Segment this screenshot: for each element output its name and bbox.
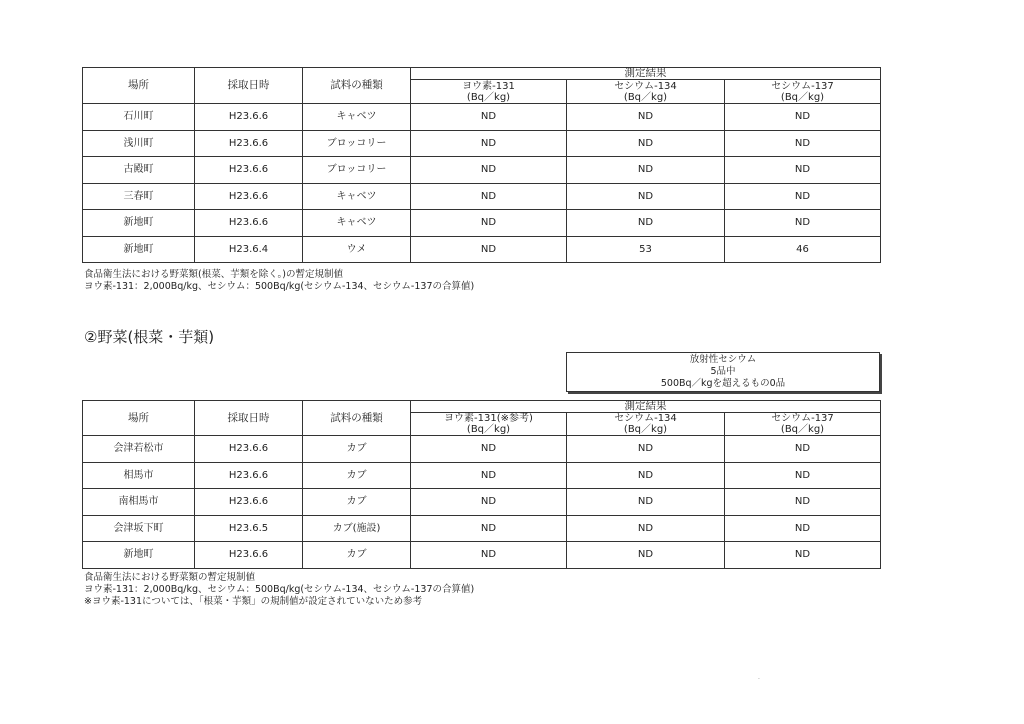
cell-date: H23.6.6 [195, 436, 303, 463]
cell-sample: キャベツ [303, 183, 411, 210]
table-row [83, 515, 881, 542]
header-unit: (Bq／kg) [623, 424, 668, 435]
cell-cesium-134: ND [567, 462, 725, 489]
header-iodine-131 [411, 413, 567, 436]
header-sample: 試料の種類 [303, 68, 411, 104]
section-title: ②野菜(根菜・芋類) [84, 328, 215, 346]
cell-cesium-134: ND [567, 130, 725, 157]
table-row [83, 236, 881, 263]
cell-location: 新地町 [83, 236, 195, 263]
cell-sample: カブ [303, 489, 411, 516]
header-sample: 試料の種類 [303, 401, 411, 436]
cell-sample: キャベツ [303, 104, 411, 131]
table1-body [83, 104, 881, 263]
cell-cesium-137: ND [725, 542, 881, 569]
cell-sample: ウメ [303, 236, 411, 263]
header-date: 採取日時 [195, 401, 303, 436]
header-cs134-label: セシウム-134 [614, 413, 677, 424]
cell-iodine-131: ND [411, 130, 567, 157]
cell-sample: キャベツ [303, 210, 411, 237]
cell-location: 新地町 [83, 542, 195, 569]
cell-cesium-134: ND [567, 489, 725, 516]
cell-iodine-131: ND [411, 210, 567, 237]
summary-line-2: 5品中 [710, 366, 736, 377]
cell-iodine-131: ND [411, 236, 567, 263]
header-cesium-134 [567, 413, 725, 436]
header-location: 場所 [83, 401, 195, 436]
header-date: 採取日時 [195, 68, 303, 104]
header-unit: (Bq／kg) [466, 91, 511, 103]
cell-location: 三春町 [83, 183, 195, 210]
cell-location: 会津若松市 [83, 436, 195, 463]
cell-cesium-134: ND [567, 542, 725, 569]
cell-location: 浅川町 [83, 130, 195, 157]
header-location: 場所 [83, 68, 195, 104]
cell-location: 会津坂下町 [83, 515, 195, 542]
table1-note-2: ヨウ素-131：2,000Bq/kg、セシウム：500Bq/kg(セシウム-134、セシウム-137の合算値) [84, 281, 475, 292]
cell-cesium-134: ND [567, 210, 725, 237]
cell-date: H23.6.6 [195, 542, 303, 569]
table-row [83, 436, 881, 463]
cell-cesium-134: ND [567, 515, 725, 542]
cell-sample: ブロッコリー [303, 130, 411, 157]
table-row [83, 104, 881, 131]
cell-iodine-131: ND [411, 436, 567, 463]
header-cs137-label: セシウム-137 [771, 80, 834, 92]
cell-location: 相馬市 [83, 462, 195, 489]
header-cesium-134 [567, 80, 725, 104]
cell-sample: カブ(施設) [303, 515, 411, 542]
cell-cesium-137: ND [725, 515, 881, 542]
cell-cesium-137: ND [725, 104, 881, 131]
header-result-group: 測定結果 [411, 401, 881, 413]
table1-note-1: 食品衛生法における野菜類(根菜、芋類を除く。)の暫定規制値 [84, 269, 343, 280]
table-row [83, 157, 881, 184]
table-row [83, 489, 881, 516]
header-result-group: 測定結果 [411, 68, 881, 80]
scan-mark: . [758, 674, 760, 681]
cell-sample: ブロッコリー [303, 157, 411, 184]
cell-cesium-134: ND [567, 436, 725, 463]
table2-note-2: ヨウ素-131：2,000Bq/kg、セシウム：500Bq/kg(セシウム-134、セシウム-137の合算値) [84, 584, 475, 595]
cell-sample: カブ [303, 542, 411, 569]
measurement-table-2 [82, 400, 881, 569]
cell-cesium-134: ND [567, 104, 725, 131]
header-unit: (Bq／kg) [466, 424, 511, 435]
cell-date: H23.6.6 [195, 489, 303, 516]
cell-cesium-137: ND [725, 210, 881, 237]
cell-cesium-134: 53 [567, 236, 725, 263]
cell-date: H23.6.4 [195, 236, 303, 263]
cell-location: 古殿町 [83, 157, 195, 184]
table2-note-1: 食品衛生法における野菜類の暫定規制値 [84, 572, 256, 583]
cell-cesium-137: ND [725, 462, 881, 489]
cell-location: 石川町 [83, 104, 195, 131]
cell-cesium-137: ND [725, 489, 881, 516]
summary-line-1: 放射性セシウム [689, 354, 757, 365]
header-unit: (Bq／kg) [623, 91, 668, 103]
header-iodine-131 [411, 80, 567, 104]
cell-iodine-131: ND [411, 104, 567, 131]
cell-cesium-137: ND [725, 183, 881, 210]
measurement-table-1 [82, 67, 881, 263]
cell-date: H23.6.6 [195, 462, 303, 489]
cell-location: 南相馬市 [83, 489, 195, 516]
cell-iodine-131: ND [411, 515, 567, 542]
cell-cesium-137: ND [725, 157, 881, 184]
cell-sample: カブ [303, 436, 411, 463]
table-row [83, 542, 881, 569]
cell-date: H23.6.6 [195, 183, 303, 210]
header-unit: (Bq／kg) [780, 91, 825, 103]
header-cs137-label: セシウム-137 [771, 413, 834, 424]
header-iodine-label: ヨウ素-131(※参考) [444, 413, 533, 424]
cell-date: H23.6.6 [195, 130, 303, 157]
table-row [83, 130, 881, 157]
cell-sample: カブ [303, 462, 411, 489]
cell-iodine-131: ND [411, 183, 567, 210]
header-iodine-label: ヨウ素-131 [462, 80, 515, 92]
cell-cesium-137: 46 [725, 236, 881, 263]
table-row [83, 183, 881, 210]
header-cesium-137 [725, 80, 881, 104]
header-cs134-label: セシウム-134 [614, 80, 677, 92]
cell-date: H23.6.6 [195, 157, 303, 184]
cell-cesium-137: ND [725, 130, 881, 157]
table2-body [83, 436, 881, 569]
cell-date: H23.6.6 [195, 104, 303, 131]
table-row [83, 462, 881, 489]
cell-iodine-131: ND [411, 157, 567, 184]
cell-cesium-137: ND [725, 436, 881, 463]
header-cesium-137 [725, 413, 881, 436]
cell-location: 新地町 [83, 210, 195, 237]
table2-note-3: ※ヨウ素-131については、「根菜・芋類」の規制値が設定されていないため参考 [84, 596, 423, 607]
cell-date: H23.6.5 [195, 515, 303, 542]
summary-line-3: 500Bq／kgを超えるもの0品 [660, 378, 786, 389]
cell-iodine-131: ND [411, 462, 567, 489]
cell-date: H23.6.6 [195, 210, 303, 237]
cell-cesium-134: ND [567, 183, 725, 210]
summary-box [566, 352, 880, 392]
cell-iodine-131: ND [411, 542, 567, 569]
cell-cesium-134: ND [567, 157, 725, 184]
header-unit: (Bq／kg) [780, 424, 825, 435]
cell-iodine-131: ND [411, 489, 567, 516]
table-row [83, 210, 881, 237]
